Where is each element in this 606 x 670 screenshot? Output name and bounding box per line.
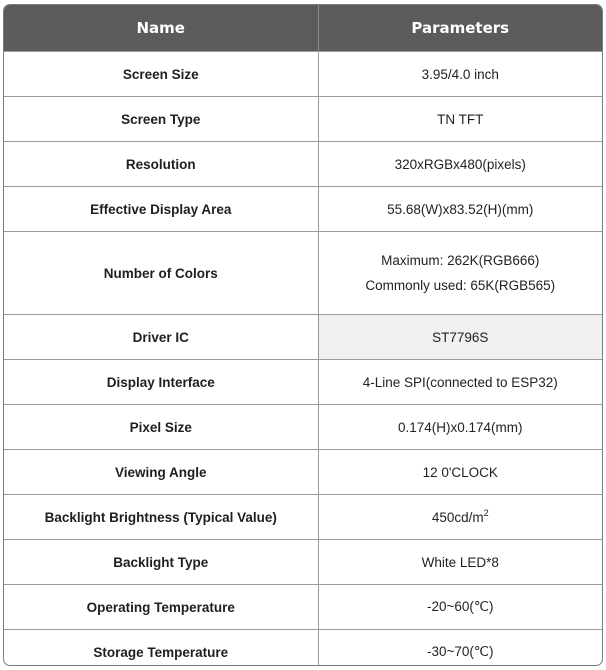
row-value: -30~70(℃) [318, 630, 602, 667]
table-row [4, 142, 602, 187]
table-row [4, 495, 602, 540]
row-name: Operating Temperature [4, 585, 318, 630]
table-row [4, 315, 602, 360]
row-value: 12 0'CLOCK [318, 450, 602, 495]
table-row [4, 630, 602, 667]
row-name: Viewing Angle [4, 450, 318, 495]
table-row [4, 187, 602, 232]
table-row [4, 52, 602, 97]
row-name: Effective Display Area [4, 187, 318, 232]
table-row [4, 585, 602, 630]
row-name: Backlight Brightness (Typical Value) [4, 495, 318, 540]
table-row [4, 450, 602, 495]
table-row [4, 360, 602, 405]
column-header-name: Name [4, 5, 318, 52]
table-row [4, 232, 602, 315]
row-name: Pixel Size [4, 405, 318, 450]
value-line: Maximum: 262K(RGB666) [381, 253, 540, 268]
spec-table [4, 5, 602, 666]
table-row [4, 97, 602, 142]
row-name: Resolution [4, 142, 318, 187]
row-value: ST7796S [318, 315, 602, 360]
column-header-parameters: Parameters [318, 5, 602, 52]
row-value: 55.68(W)x83.52(H)(mm) [318, 187, 602, 232]
value-line: Commonly used: 65K(RGB565) [365, 278, 556, 293]
row-name: Number of Colors [4, 232, 318, 315]
row-value: 4-Line SPI(connected to ESP32) [318, 360, 602, 405]
row-name: Driver IC [4, 315, 318, 360]
table-row [4, 540, 602, 585]
row-value [318, 495, 602, 540]
row-value: 0.174(H)x0.174(mm) [318, 405, 602, 450]
row-name: Display Interface [4, 360, 318, 405]
spec-table-container [3, 4, 603, 666]
row-value: TN TFT [318, 97, 602, 142]
row-name: Backlight Type [4, 540, 318, 585]
row-name: Storage Temperature [4, 630, 318, 667]
table-header-row [4, 5, 602, 52]
row-name: Screen Type [4, 97, 318, 142]
row-value-multiline [318, 232, 602, 315]
row-name: Screen Size [4, 52, 318, 97]
value-superscript: 2 [483, 507, 489, 518]
table-row [4, 405, 602, 450]
row-value: 3.95/4.0 inch [318, 52, 602, 97]
row-value: White LED*8 [318, 540, 602, 585]
row-value: 320xRGBx480(pixels) [318, 142, 602, 187]
row-value: -20~60(℃) [318, 585, 602, 630]
value-text: 450cd/m [431, 509, 484, 525]
